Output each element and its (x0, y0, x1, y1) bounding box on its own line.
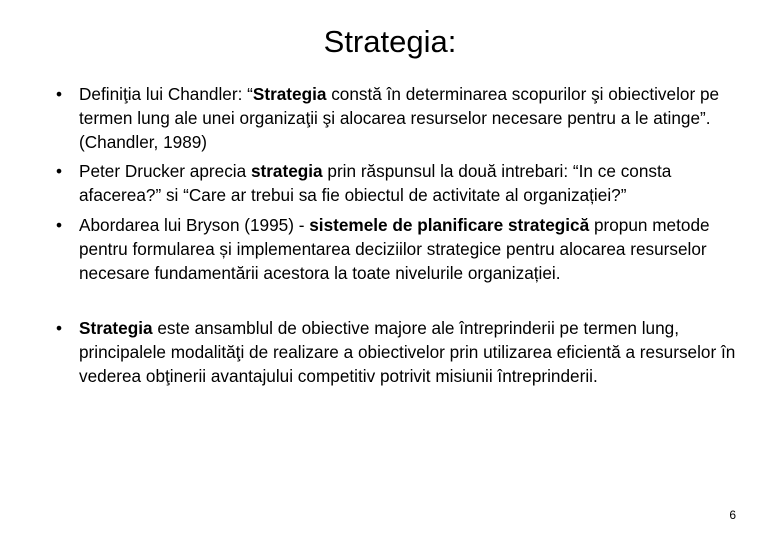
page-number: 6 (729, 508, 736, 522)
bullet-marker: • (56, 318, 63, 339)
bullet-list (56, 83, 736, 395)
bullet-marker: • (56, 161, 63, 182)
bullet-text-rest: este ansamblul de obiective majore ale întreprinderii pe termen lung, principalele modalităţi de realizare a obiectivelor prin utilizarea eficientă a resurselor în vederea obţinerii avantajului competitiv potrivit misiunii întreprinderii. (79, 318, 736, 386)
bullet-text-bold: sistemele de planificare strategică (309, 214, 590, 235)
bullet-text (79, 318, 735, 386)
bullet-item-drucker (56, 160, 736, 208)
bullet-text-rest: propun metode pentru formularea și implementarea deciziilor strategice pentru alocarea resurselor necesare fundamentării acestora la toate nivelurile organizației. (79, 214, 710, 283)
bullet-item-definition (56, 317, 736, 388)
bullet-text-lead: Abordarea lui Bryson (1995) - (79, 214, 310, 235)
slide-title: Strategia: (323, 24, 457, 59)
bullet-text-lead: Peter Drucker aprecia (79, 161, 251, 182)
bullet-text-rest: prin răspunsul la două intrebari: “In ce consta afacerea?” si “Care ar trebui sa fie obiectul de activitate al organizației?” (79, 161, 672, 206)
bullet-text (79, 215, 710, 283)
bullet-text-bold: Strategia (252, 84, 327, 104)
bullet-text-bold: Strategia (79, 318, 153, 339)
bullet-text-bold: strategia (250, 161, 323, 182)
bullet-text-rest: constă în determinarea scopurilor şi obiectivelor pe termen lung ale unei organizaţii şi alocarea resurselor necesare pentru a le atinge”. (Chandler, 1989) (79, 84, 720, 152)
bullet-marker: • (56, 84, 63, 104)
bullet-marker: • (56, 214, 63, 235)
bullet-text (79, 161, 671, 205)
bullet-item-chandler (56, 83, 736, 154)
bullet-text (79, 84, 719, 152)
bullet-item-bryson (56, 214, 736, 285)
bullet-text-lead: Definiţia lui Chandler: “ (79, 84, 253, 104)
